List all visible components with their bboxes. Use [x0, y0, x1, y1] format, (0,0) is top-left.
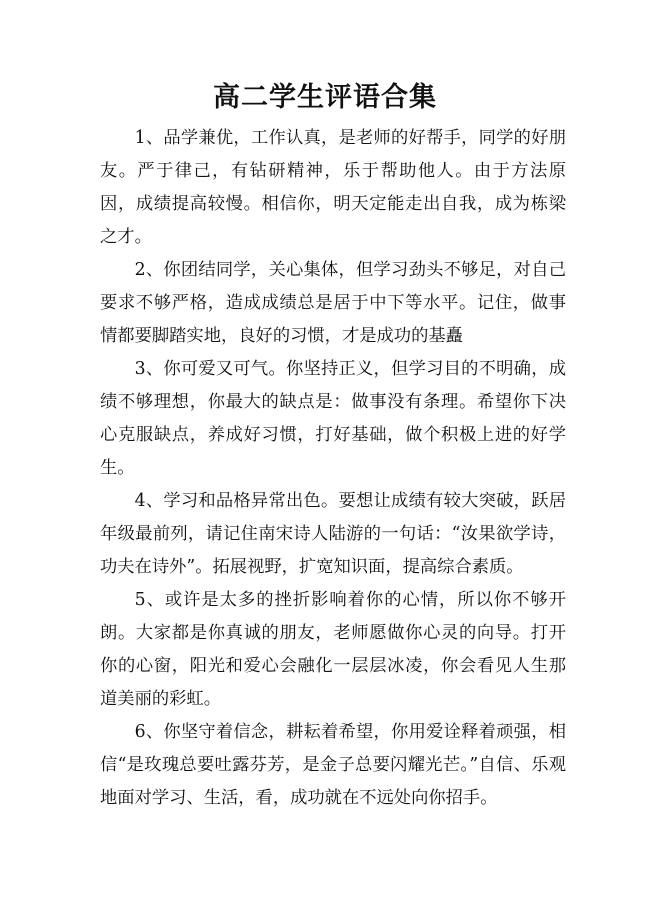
document-title: 高二学生评语合集 — [213, 82, 437, 113]
comment-paragraph-3: 3、你可爱又可气。你坚持正义，但学习目的不明确，成绩不够理想，你最大的缺点是：做事没有条理。希望你下决心克服缺点，养成好习惯，打好基础，做个积极上进的好学生。 — [100, 359, 566, 478]
document-body — [100, 122, 566, 815]
comment-paragraph-2: 2、你团结同学，关心集体，但学习劲头不够足，对自己要求不够严格，造成成绩总是居于中下等水平。记住，做事情都要脚踏实地，良好的习惯，才是成功的基矗 — [100, 260, 566, 346]
comment-paragraph-6: 6、你坚守着信念，耕耘着希望，你用爱诠释着顽强，相信“是玫瑰总要吐露芬芳，是金子总要闪耀光芒。”自信、乐观地面对学习、生活，看，成功就在不远处向你招手。 — [100, 722, 566, 808]
comment-paragraph-5: 5、或许是太多的挫折影响着你的心情，所以你不够开朗。大家都是你真诚的朋友，老师愿做你心灵的向导。打开你的心窗，阳光和爱心会融化一层层冰凌，你会看见人生那道美丽的彩虹。 — [100, 590, 566, 709]
comment-paragraph-1: 1、品学兼优，工作认真，是老师的好帮手，同学的好朋友。严于律己，有钻研精神，乐于帮助他人。由于方法原因，成绩提高较慢。相信你，明天定能走出自我，成为栋梁之才。 — [100, 128, 566, 247]
comment-paragraph-4: 4、学习和品格异常出色。要想让成绩有较大突破，跃居年级最前列，请记住南宋诗人陆游的一句话：“汝果欲学诗，功夫在诗外”。拓展视野，扩宽知识面，提高综合素质。 — [100, 491, 566, 577]
